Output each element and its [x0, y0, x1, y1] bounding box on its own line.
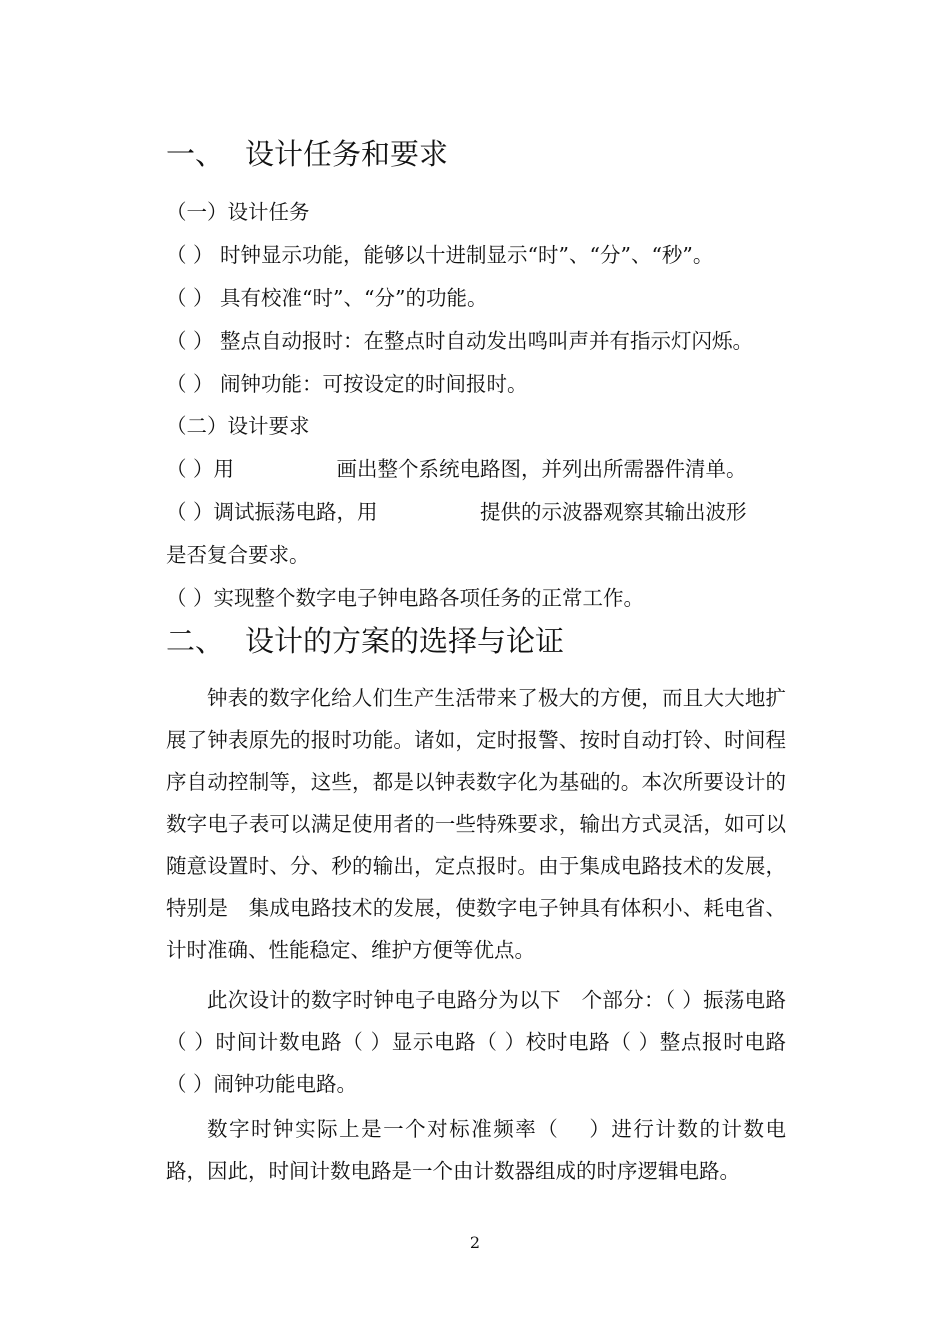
- task-item: （ ） 整点自动报时：在整点时自动发出鸣叫声并有指示灯闪烁。: [166, 329, 754, 353]
- task-item: （ ） 闹钟功能：可按设定的时间报时。: [166, 372, 528, 396]
- section-heading-1: [166, 137, 448, 171]
- body-paragraph: 钟表的数字化给人们生产生活带来了极大的方便，而且大大地扩展了钟表原先的报时功能。诸如，定时报警、按时自动打铃、时间程序自动控制等，这些，都是以钟表数字化为基础的。本次所要设计的数字电子表可以满足使用者的一些特殊要求，输出方式灵活，如可以随意设置时、分、秒的输出，定点报时。由于集成电路技术的发展，特别是 集成电路技术的发展，使数字电子钟具有体积小、耗电省、计时准确、性能稳定、维护方便等优点。: [166, 686, 786, 962]
- body-paragraph: 数字时钟实际上是一个对标准频率（ ）进行计数的计数电路，因此，时间计数电路是一个由计数器组成的时序逻辑电路。: [166, 1117, 786, 1183]
- page-number: 2: [469, 1233, 481, 1252]
- requirement-item: （ ）用 画出整个系统电路图，并列出所需器件清单。: [166, 457, 747, 481]
- section-number: 二、: [166, 624, 225, 658]
- requirement-item: （ ）调试振荡电路，用 提供的示波器观察其输出波形: [166, 500, 747, 524]
- section-heading-2: [166, 624, 564, 658]
- task-item: （ ） 具有校准“时”、“分”的功能。: [166, 286, 488, 310]
- section-title: 设计的方案的选择与论证: [245, 624, 565, 658]
- requirement-item-continuation: 是否复合要求。: [166, 543, 310, 567]
- section-number: 一、: [166, 137, 225, 171]
- subsection-heading-requirements: （二）设计要求: [166, 414, 310, 438]
- body-paragraph: 此次设计的数字时钟电子电路分为以下 个部分：（ ）振荡电路（ ）时间计数电路（ ）显示电路（ ）校时电路（ ）整点报时电路（ ）闹钟功能电路。: [166, 988, 786, 1096]
- requirement-item: （ ）实现整个数字电子钟电路各项任务的正常工作。: [166, 586, 645, 610]
- section-title: 设计任务和要求: [245, 137, 449, 171]
- task-item: （ ） 时钟显示功能，能够以十进制显示“时”、“分”、“秒”。: [166, 243, 714, 267]
- subsection-heading-tasks: （一）设计任务: [166, 200, 310, 224]
